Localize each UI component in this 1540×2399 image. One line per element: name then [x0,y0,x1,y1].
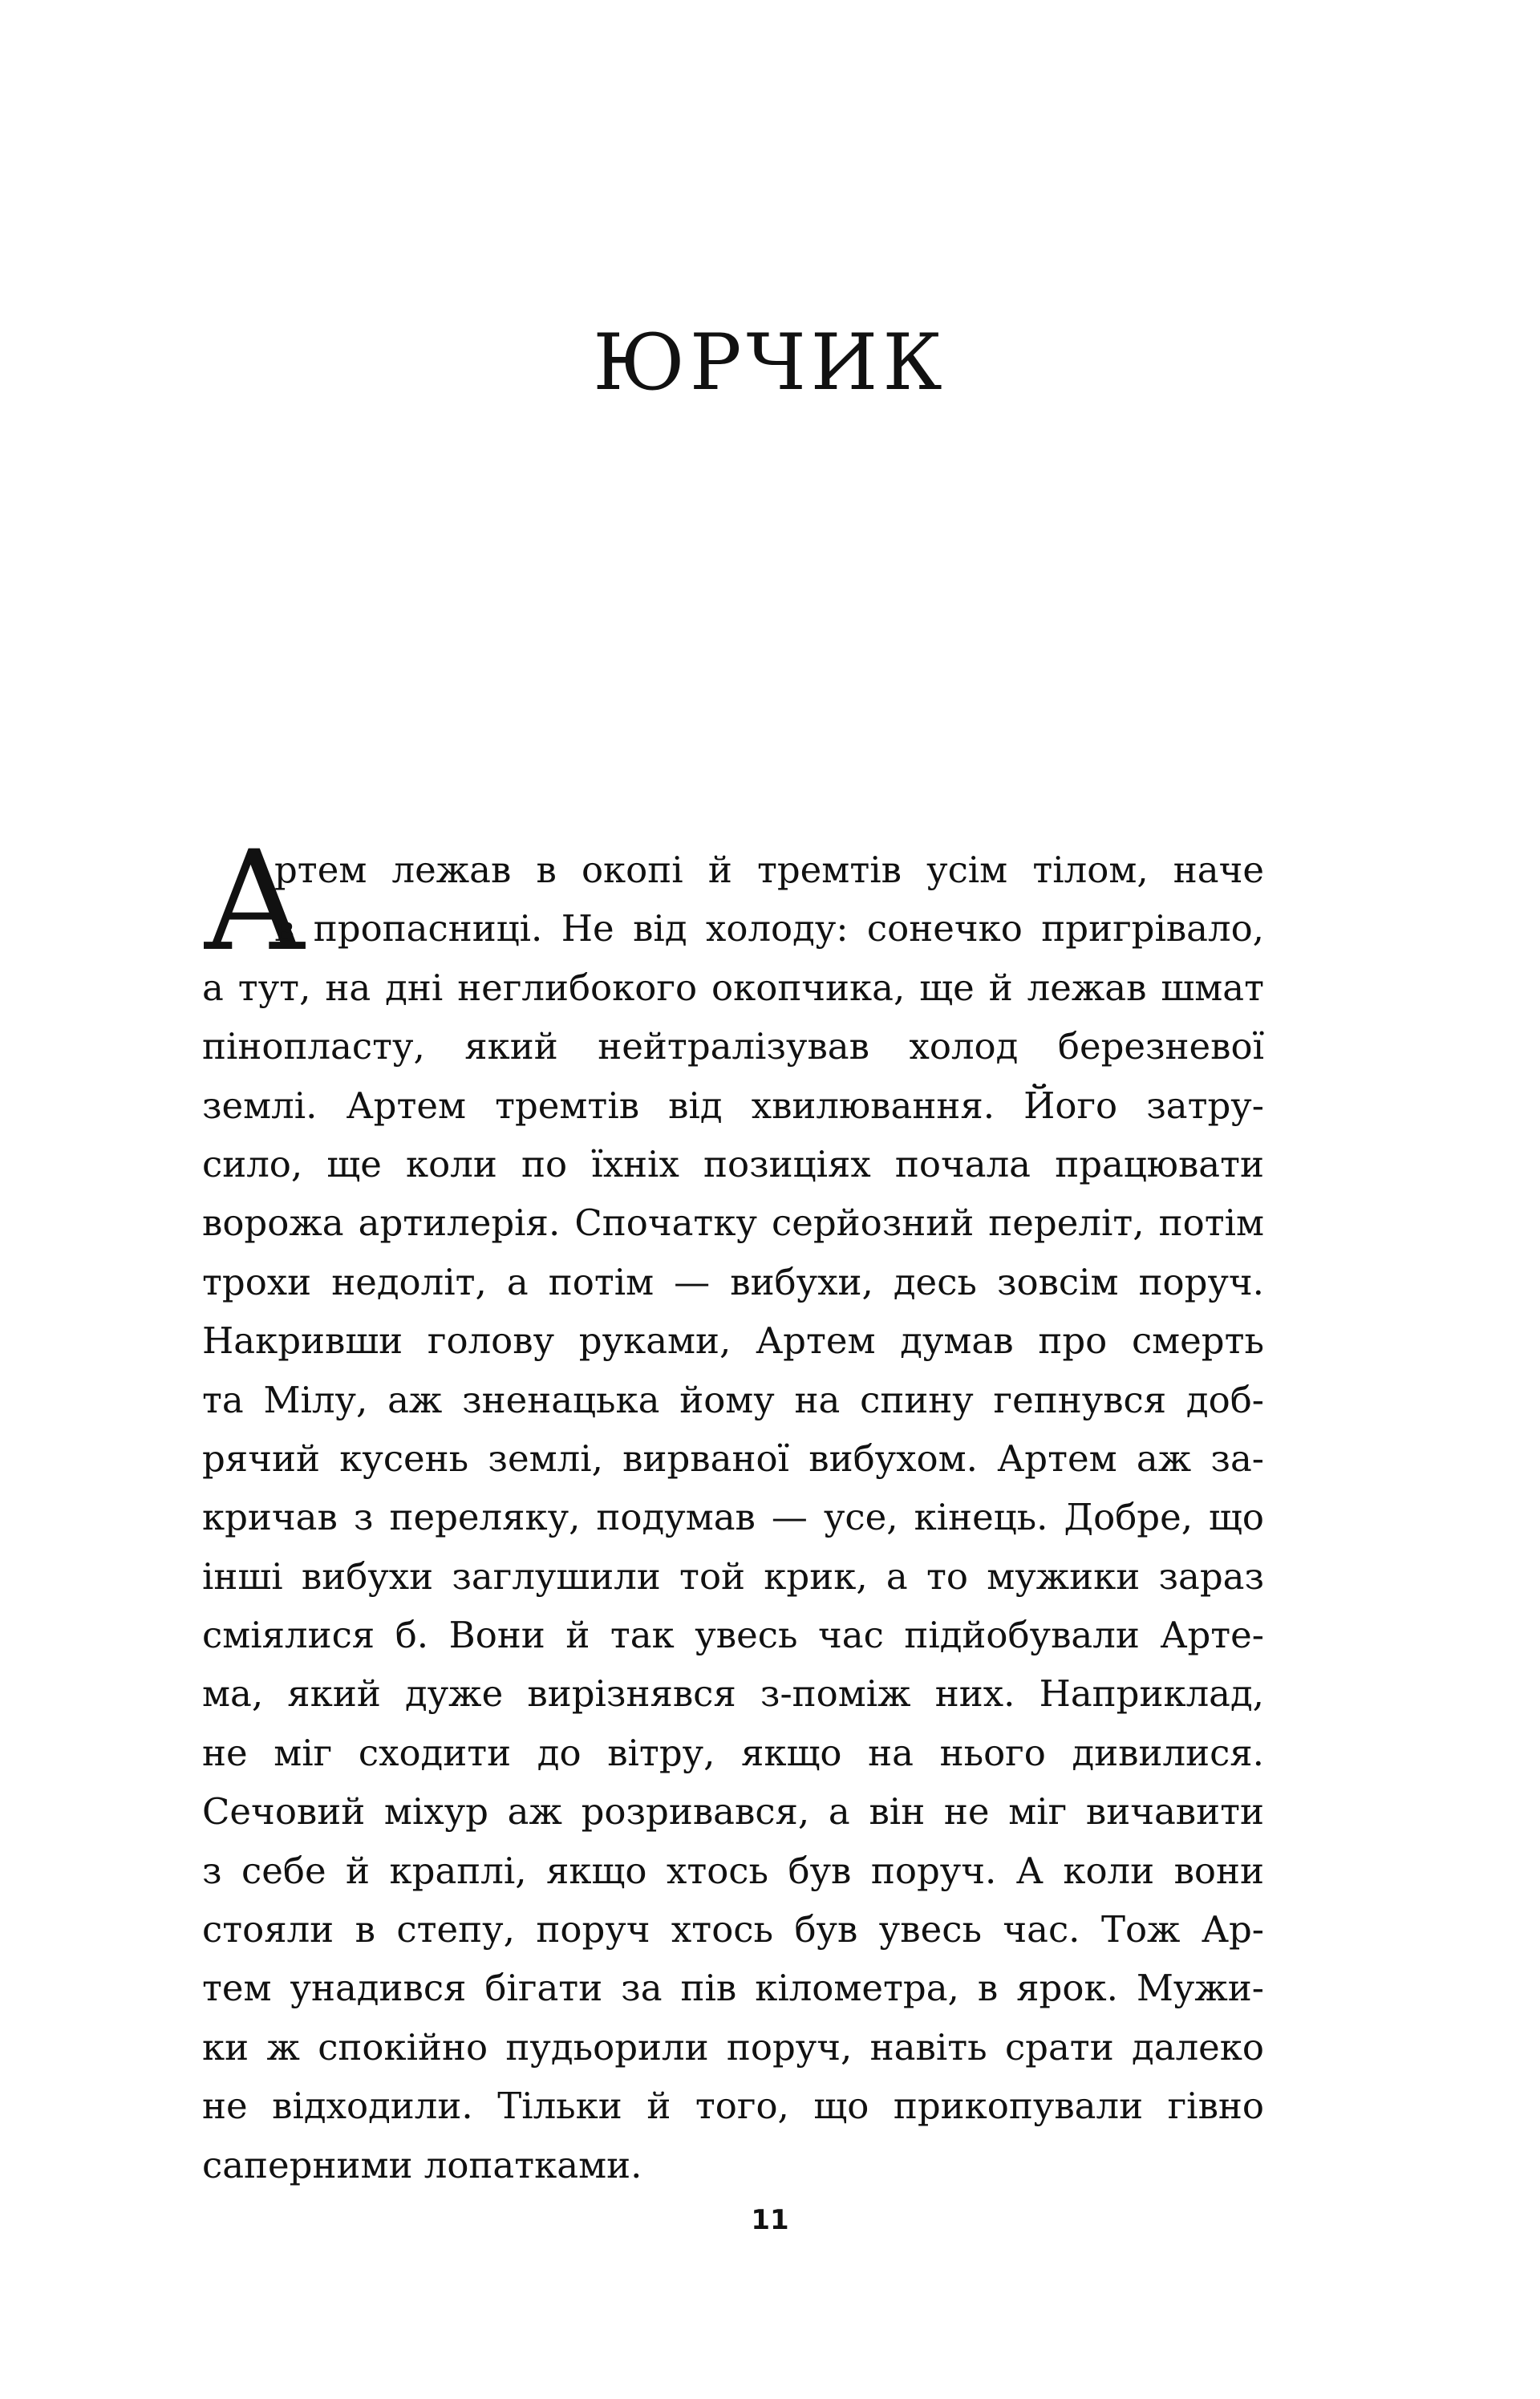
paragraph-line: Накривши голову руками, Артем думав про смерть [202,1319,1264,1363]
paragraph-line: рячий кусень землі, вирваної вибухом. Артем аж за- [202,1437,1264,1480]
paragraph-line: з себе й краплі, якщо хтось був поруч. А коли вони [202,1849,1264,1892]
paragraph-line: не відходили. Тільки й того, що прикопували гівно [202,2085,1264,2128]
paragraph-line: тем унадився бігати за пів кілометра, в ярок. Мужи- [202,1967,1264,2010]
paragraph-line: саперними лопатками. [202,2143,642,2186]
paragraph-line: трохи недоліт, а потім — вибухи, десь зовсім поруч. [202,1260,1264,1303]
paragraph-line: пінопласту, який нейтралізував холод березневої [202,1025,1264,1068]
chapter-title: ЮРЧИК [593,318,947,407]
paragraph-line: Сечовий міхур аж розривався, а він не міг вичавити [202,1790,1264,1834]
paragraph-line: ки ж спокійно пудьорили поруч, навіть срати далеко [202,2025,1264,2069]
paragraph-line: стояли в степу, поруч хтось був увесь час. Тож Ар- [202,1908,1264,1951]
paragraph-line: не міг сходити до вітру, якщо на нього дивилися. [202,1731,1264,1774]
paragraph-line: ворожа артилерія. Спочатку серйозний переліт, потім [202,1202,1264,1245]
paragraph-line: сило, ще коли по їхніх позиціях почала працювати [202,1142,1264,1185]
paragraph-line: сміялися б. Вони й так увесь час підйобували Арте- [202,1614,1264,1657]
drop-cap: А [202,821,307,982]
paragraph-line: кричав з переляку, подумав — усе, кінець. Добре, що [202,1496,1264,1539]
paragraph-line: та Мілу, аж зненацька йому на спину гепнувся доб- [202,1378,1264,1421]
paragraph-line: ма, який дуже вирізнявся з-поміж них. Наприклад, [202,1672,1264,1716]
paragraph-line: землі. Артем тремтів від хвилювання. Його затру- [202,1084,1264,1127]
paragraph-line: інші вибухи заглушили той крик, а то мужики зараз [202,1554,1264,1598]
paragraph-line: в пропасниці. Не від холоду: сонечко пригрівало, [274,907,1264,950]
paragraph-line: ртем лежав в окопі й тремтів усім тілом, наче [274,849,1264,891]
paragraph-line: а тут, на дні неглибокого окопчика, ще й лежав шмат [202,966,1264,1009]
chapter-paragraph [202,841,1264,2194]
page-number: 11 [751,2204,789,2236]
